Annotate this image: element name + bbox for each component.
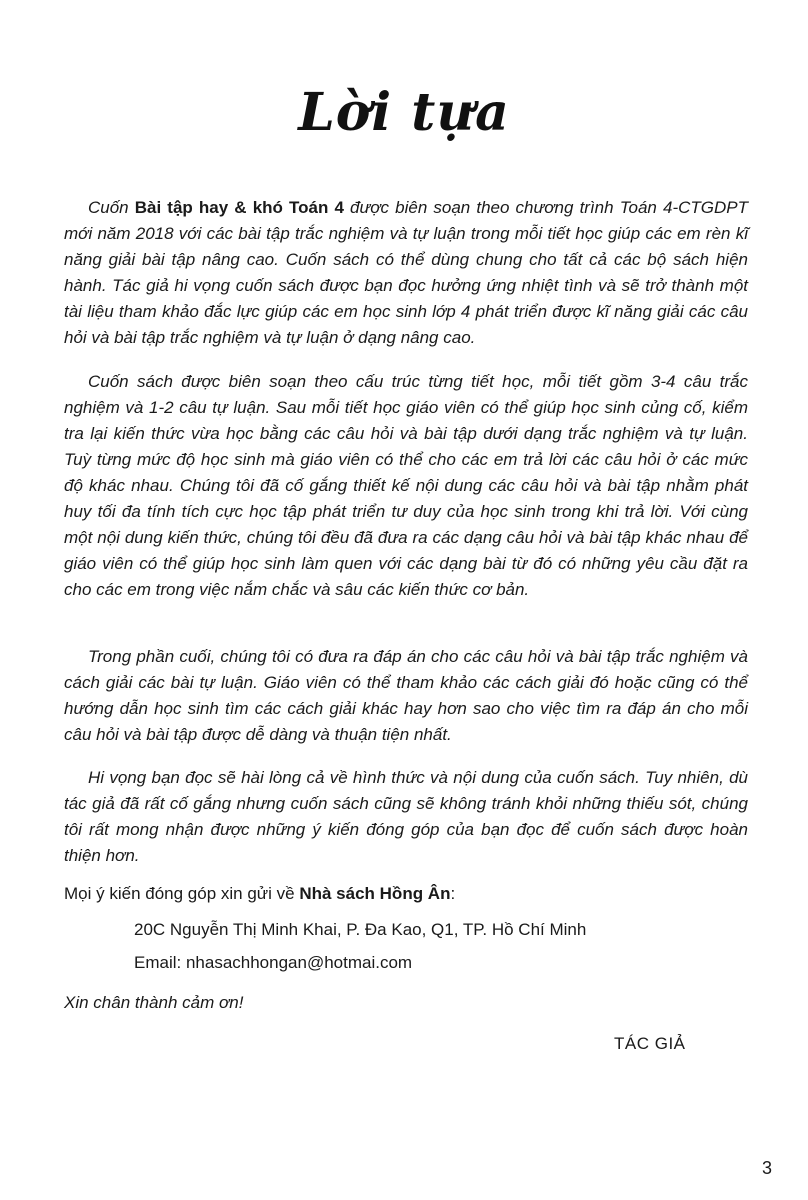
- book-title: Bài tập hay & khó Toán 4: [134, 198, 344, 217]
- page-title: Lời tựa: [298, 82, 510, 143]
- paragraph-1: [64, 195, 748, 351]
- contact-intro: [64, 884, 455, 904]
- contact-intro-text: Mọi ý kiến đóng góp xin gửi về: [64, 884, 300, 903]
- paragraph-2-text: Cuốn sách được biên soạn theo cấu trúc từng tiết học, mỗi tiết gồm 3-4 câu trắc nghiệm và 1-2 câu tự luận. Sau mỗi tiết học giáo viên có thể giúp học sinh củng cố, kiểm tra lại kiến thức vừa học bằng các câu hỏi và bài tập dưới dạng trắc nghiệm và tự luận. Tuỳ từng mức độ học sinh mà giáo viên có thể cho các em trả lời các câu hỏi ở các mức độ khác nhau. Chúng tôi đã cố gắng thiết kế nội dung các câu hỏi và bài tập nhằm phát huy tối đa tính tích cực học tập phát triển tư duy của học sinh trong khi trả lời. Với cùng một nội dung kiến thức, chúng tôi đều đã đưa ra các dạng câu hỏi và bài tập khác nhau để giáo viên có thể giúp học sinh làm quen với các dạng bài từ đó có những yêu cầu đặt ra cho các em trong việc nắm chắc và sâu các kiến thức cơ bản.: [64, 372, 748, 599]
- paragraph-1-rest: được biên soạn theo chương trình Toán 4-CTGDPT mới năm 2018 với các bài tập trắc nghiệm và tự luận trong mỗi tiết học giúp các em rèn kĩ năng giải bài tập nâng cao. Cuốn sách có thể dùng chung cho tất cả các bộ sách hiện hành. Tác giả hi vọng cuốn sách được bạn đọc hưởng ứng nhiệt tình và sẽ trở thành một tài liệu tham khảo đắc lực giúp các em học sinh lớp 4 phát triển được kĩ năng giải các câu hỏi và bài tập trắc nghiệm và tự luận ở dạng nâng cao.: [64, 198, 748, 347]
- paragraph-3: [64, 644, 748, 748]
- publisher-email: Email: nhasachhongan@hotmai.com: [134, 953, 413, 972]
- paragraph-3-text: Trong phần cuối, chúng tôi có đưa ra đáp án cho các câu hỏi và bài tập trắc nghiệm và cách giải các bài tự luận. Giáo viên có thể tham khảo các cách giải đó hoặc cũng có thể hướng dẫn học sinh tìm các cách giải khác hay hơn sao cho việc tìm ra đáp án cho mỗi câu hỏi và bài tập được dễ dàng và thuận tiện nhất.: [64, 647, 748, 744]
- paragraph-4: [64, 765, 748, 869]
- paragraph-2: [64, 369, 748, 603]
- thanks-line: Xin chân thành cảm ơn!: [64, 993, 244, 1012]
- author-signature: TÁC GIẢ: [614, 1034, 686, 1053]
- publisher-address: 20C Nguyễn Thị Minh Khai, P. Đa Kao, Q1, TP. Hồ Chí Minh: [134, 920, 587, 939]
- paragraph-4-text: Hi vọng bạn đọc sẽ hài lòng cả về hình thức và nội dung của cuốn sách. Tuy nhiên, dù tác giả đã rất cố gắng nhưng cuốn sách cũng sẽ không tránh khỏi những thiếu sót, chúng tôi rất mong nhận được những ý kiến đóng góp của bạn đọc để cuốn sách được hoàn thiện hơn.: [64, 768, 748, 865]
- publisher-name: Nhà sách Hồng Ân: [299, 884, 451, 903]
- contact-colon: :: [450, 884, 456, 903]
- page-number: 3: [762, 1158, 773, 1178]
- paragraph-1-start: Cuốn: [88, 198, 135, 217]
